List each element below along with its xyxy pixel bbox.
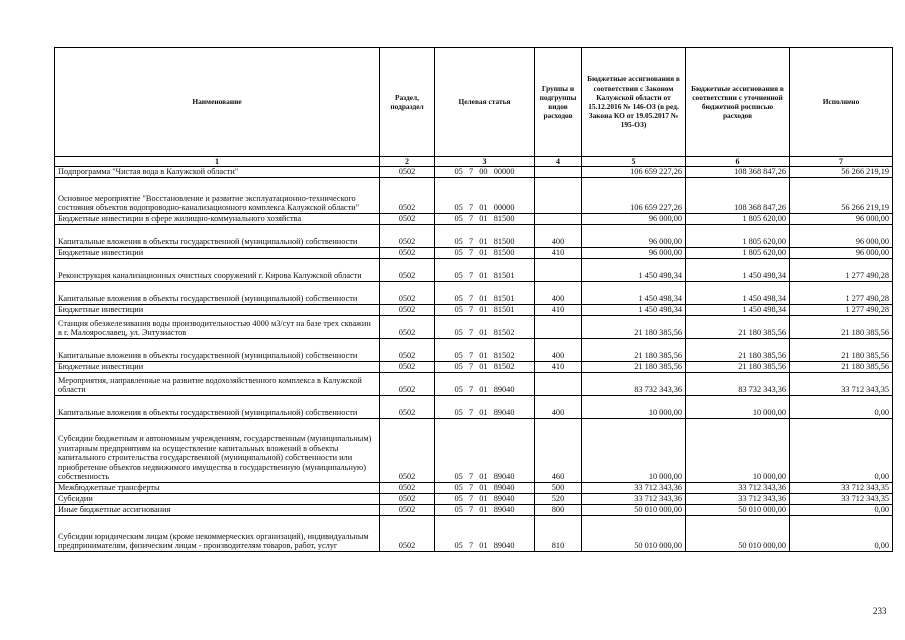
budget-table xyxy=(54,47,893,552)
row-target-article: 05 7 01 89040 xyxy=(435,419,535,483)
table-row xyxy=(55,214,893,225)
row-expense-group: 410 xyxy=(535,362,582,373)
row-law-allocation: 106 659 227,26 xyxy=(582,178,686,214)
header-section: Раздел, подраздел xyxy=(380,48,435,157)
row-executed: 33 712 343,35 xyxy=(790,483,893,494)
row-target-article: 05 7 01 81502 xyxy=(435,362,535,373)
row-target-article: 05 7 01 81500 xyxy=(435,225,535,248)
table-row xyxy=(55,178,893,214)
row-executed: 96 000,00 xyxy=(790,248,893,259)
row-expense-group xyxy=(535,316,582,339)
row-executed: 1 277 490,28 xyxy=(790,259,893,282)
row-section: 0502 xyxy=(380,316,435,339)
row-updated-allocation: 21 180 385,56 xyxy=(686,316,790,339)
table-row xyxy=(55,248,893,259)
table-row xyxy=(55,516,893,552)
table-row xyxy=(55,505,893,516)
row-section: 0502 xyxy=(380,225,435,248)
row-executed: 96 000,00 xyxy=(790,214,893,225)
row-expense-group: 410 xyxy=(535,248,582,259)
row-name: Станция обезжелезивания воды производительностью 4000 м3/сут на базе трех скважин в г. Малоярославец, ул. Энтузиастов xyxy=(55,316,380,339)
row-target-article: 05 7 01 81501 xyxy=(435,305,535,316)
row-section: 0502 xyxy=(380,282,435,305)
row-name: Субсидии xyxy=(55,494,380,505)
table-row xyxy=(55,339,893,362)
row-section: 0502 xyxy=(380,339,435,362)
row-target-article: 05 7 01 81502 xyxy=(435,339,535,362)
row-target-article: 05 7 01 00000 xyxy=(435,178,535,214)
row-executed: 0,00 xyxy=(790,505,893,516)
row-section: 0502 xyxy=(380,516,435,552)
row-section: 0502 xyxy=(380,305,435,316)
table-row xyxy=(55,362,893,373)
row-updated-allocation: 1 450 498,34 xyxy=(686,282,790,305)
table-body xyxy=(55,157,893,552)
budget-sheet xyxy=(54,47,892,552)
table-row xyxy=(55,167,893,178)
table-row xyxy=(55,494,893,505)
row-section: 0502 xyxy=(380,494,435,505)
row-law-allocation: 1 450 498,34 xyxy=(582,282,686,305)
row-law-allocation: 1 450 498,34 xyxy=(582,259,686,282)
row-target-article: 05 7 01 81500 xyxy=(435,248,535,259)
row-section: 0502 xyxy=(380,248,435,259)
row-executed: 21 180 385,56 xyxy=(790,362,893,373)
row-target-article: 05 7 01 89040 xyxy=(435,516,535,552)
row-name: Бюджетные инвестиции xyxy=(55,248,380,259)
row-updated-allocation: 1 805 620,00 xyxy=(686,225,790,248)
row-target-article: 05 7 01 89040 xyxy=(435,483,535,494)
row-law-allocation: 21 180 385,56 xyxy=(582,316,686,339)
row-section: 0502 xyxy=(380,259,435,282)
column-number: 6 xyxy=(686,157,790,167)
row-section: 0502 xyxy=(380,505,435,516)
table-row xyxy=(55,483,893,494)
row-name: Иные бюджетные ассигнования xyxy=(55,505,380,516)
row-target-article: 05 7 01 89040 xyxy=(435,396,535,419)
column-number: 7 xyxy=(790,157,893,167)
row-name: Капитальные вложения в объекты государственной (муниципальной) собственности xyxy=(55,225,380,248)
header-expense-groups: Группы и подгруппы видов расходов xyxy=(535,48,582,157)
row-updated-allocation: 83 732 343,36 xyxy=(686,373,790,396)
column-number: 2 xyxy=(380,157,435,167)
row-section: 0502 xyxy=(380,167,435,178)
row-section: 0502 xyxy=(380,373,435,396)
row-executed: 56 266 219,19 xyxy=(790,167,893,178)
row-target-article: 05 7 00 00000 xyxy=(435,167,535,178)
row-expense-group xyxy=(535,214,582,225)
row-law-allocation: 50 010 000,00 xyxy=(582,516,686,552)
row-law-allocation: 33 712 343,36 xyxy=(582,494,686,505)
row-expense-group: 400 xyxy=(535,396,582,419)
row-executed: 33 712 343,35 xyxy=(790,373,893,396)
row-updated-allocation: 21 180 385,56 xyxy=(686,339,790,362)
row-target-article: 05 7 01 81501 xyxy=(435,259,535,282)
row-name: Реконструкция канализационных очистных сооружений г. Кирова Калужской области xyxy=(55,259,380,282)
row-expense-group: 810 xyxy=(535,516,582,552)
row-name: Основное мероприятие "Восстановление и развитие эксплуатационно-технического состояния объектов водопроводно-канализационного комплекса Калужской области" xyxy=(55,178,380,214)
row-executed: 21 180 385,56 xyxy=(790,339,893,362)
row-target-article: 05 7 01 81501 xyxy=(435,282,535,305)
row-expense-group xyxy=(535,373,582,396)
table-row xyxy=(55,305,893,316)
row-expense-group: 800 xyxy=(535,505,582,516)
row-expense-group xyxy=(535,178,582,214)
table-row xyxy=(55,282,893,305)
row-executed: 0,00 xyxy=(790,396,893,419)
table-row xyxy=(55,396,893,419)
row-section: 0502 xyxy=(380,396,435,419)
header-updated-allocations: Бюджетные ассигнования в соответствии с уточненной бюджетной росписью расходов xyxy=(686,48,790,157)
header-law-allocations: Бюджетные ассигнования в соответствии с Законом Калужской области от 15.12.2016 № 146-ОЗ (в ред. Закона КО от 19.05.2017 № 195-ОЗ) xyxy=(582,48,686,157)
page-number: 233 xyxy=(873,606,887,616)
row-updated-allocation: 108 368 847,26 xyxy=(686,167,790,178)
row-expense-group xyxy=(535,167,582,178)
row-updated-allocation: 33 712 343,36 xyxy=(686,494,790,505)
row-target-article: 05 7 01 81500 xyxy=(435,214,535,225)
row-law-allocation: 10 000,00 xyxy=(582,396,686,419)
header-executed: Исполнено xyxy=(790,48,893,157)
row-executed: 1 277 490,28 xyxy=(790,282,893,305)
row-updated-allocation: 1 805 620,00 xyxy=(686,248,790,259)
row-name: Межбюджетные трансферты xyxy=(55,483,380,494)
header-target-article: Целевая статья xyxy=(435,48,535,157)
row-target-article: 05 7 01 89040 xyxy=(435,373,535,396)
row-target-article: 05 7 01 89040 xyxy=(435,494,535,505)
table-row xyxy=(55,225,893,248)
row-law-allocation: 106 659 227,26 xyxy=(582,167,686,178)
row-law-allocation: 96 000,00 xyxy=(582,248,686,259)
row-expense-group: 460 xyxy=(535,419,582,483)
header-name: Наименование xyxy=(55,48,380,157)
column-number: 4 xyxy=(535,157,582,167)
row-name: Мероприятия, направленные на развитие водохозяйственного комплекса в Калужской области xyxy=(55,373,380,396)
row-executed: 21 180 385,56 xyxy=(790,316,893,339)
row-executed: 96 000,00 xyxy=(790,225,893,248)
table-header xyxy=(55,48,893,157)
table-row xyxy=(55,373,893,396)
row-target-article: 05 7 01 81502 xyxy=(435,316,535,339)
row-expense-group: 410 xyxy=(535,305,582,316)
row-executed: 33 712 343,35 xyxy=(790,494,893,505)
row-name: Бюджетные инвестиции xyxy=(55,305,380,316)
row-executed: 56 266 219,19 xyxy=(790,178,893,214)
row-section: 0502 xyxy=(380,178,435,214)
row-name: Субсидии бюджетным и автономным учреждениям, государственным (муниципальным) унитарным предприятиям на осуществление капитальных вложений в объекты капитального строительства государственной (муниципальной) собственности или приобретение объектов недвижимого имущества в государственную (муниципальную) собственность xyxy=(55,419,380,483)
column-number: 3 xyxy=(435,157,535,167)
row-updated-allocation: 1 450 498,34 xyxy=(686,305,790,316)
row-updated-allocation: 50 010 000,00 xyxy=(686,516,790,552)
column-number-row xyxy=(55,157,893,167)
column-number: 5 xyxy=(582,157,686,167)
row-updated-allocation: 1 450 498,34 xyxy=(686,259,790,282)
row-name: Капитальные вложения в объекты государственной (муниципальной) собственности xyxy=(55,339,380,362)
row-law-allocation: 21 180 385,56 xyxy=(582,362,686,373)
row-name: Бюджетные инвестиции xyxy=(55,362,380,373)
row-updated-allocation: 50 010 000,00 xyxy=(686,505,790,516)
row-executed: 0,00 xyxy=(790,516,893,552)
row-name: Бюджетные инвестиции в сфере жилищно-коммунального хозяйства xyxy=(55,214,380,225)
row-name: Капитальные вложения в объекты государственной (муниципальной) собственности xyxy=(55,282,380,305)
row-law-allocation: 21 180 385,56 xyxy=(582,339,686,362)
table-row xyxy=(55,419,893,483)
row-updated-allocation: 1 805 620,00 xyxy=(686,214,790,225)
row-name: Капитальные вложения в объекты государственной (муниципальной) собственности xyxy=(55,396,380,419)
table-row xyxy=(55,316,893,339)
row-expense-group xyxy=(535,259,582,282)
row-updated-allocation: 33 712 343,36 xyxy=(686,483,790,494)
column-number: 1 xyxy=(55,157,380,167)
row-law-allocation: 96 000,00 xyxy=(582,214,686,225)
row-law-allocation: 10 000,00 xyxy=(582,419,686,483)
row-updated-allocation: 108 368 847,26 xyxy=(686,178,790,214)
row-updated-allocation: 21 180 385,56 xyxy=(686,362,790,373)
row-target-article: 05 7 01 89040 xyxy=(435,505,535,516)
row-law-allocation: 83 732 343,36 xyxy=(582,373,686,396)
row-name: Подпрограмма "Чистая вода в Калужской области" xyxy=(55,167,380,178)
row-law-allocation: 50 010 000,00 xyxy=(582,505,686,516)
table-row xyxy=(55,259,893,282)
row-law-allocation: 96 000,00 xyxy=(582,225,686,248)
row-updated-allocation: 10 000,00 xyxy=(686,419,790,483)
row-section: 0502 xyxy=(380,362,435,373)
row-executed: 0,00 xyxy=(790,419,893,483)
row-expense-group: 400 xyxy=(535,339,582,362)
row-section: 0502 xyxy=(380,214,435,225)
row-expense-group: 400 xyxy=(535,282,582,305)
row-executed: 1 277 490,28 xyxy=(790,305,893,316)
row-updated-allocation: 10 000,00 xyxy=(686,396,790,419)
row-section: 0502 xyxy=(380,419,435,483)
row-law-allocation: 1 450 498,34 xyxy=(582,305,686,316)
row-expense-group: 520 xyxy=(535,494,582,505)
row-law-allocation: 33 712 343,36 xyxy=(582,483,686,494)
row-expense-group: 500 xyxy=(535,483,582,494)
row-expense-group: 400 xyxy=(535,225,582,248)
row-section: 0502 xyxy=(380,483,435,494)
row-name: Субсидии юридическим лицам (кроме некоммерческих организаций), индивидуальным предпринимателям, физическим лицам - производителям товаров, работ, услуг xyxy=(55,516,380,552)
